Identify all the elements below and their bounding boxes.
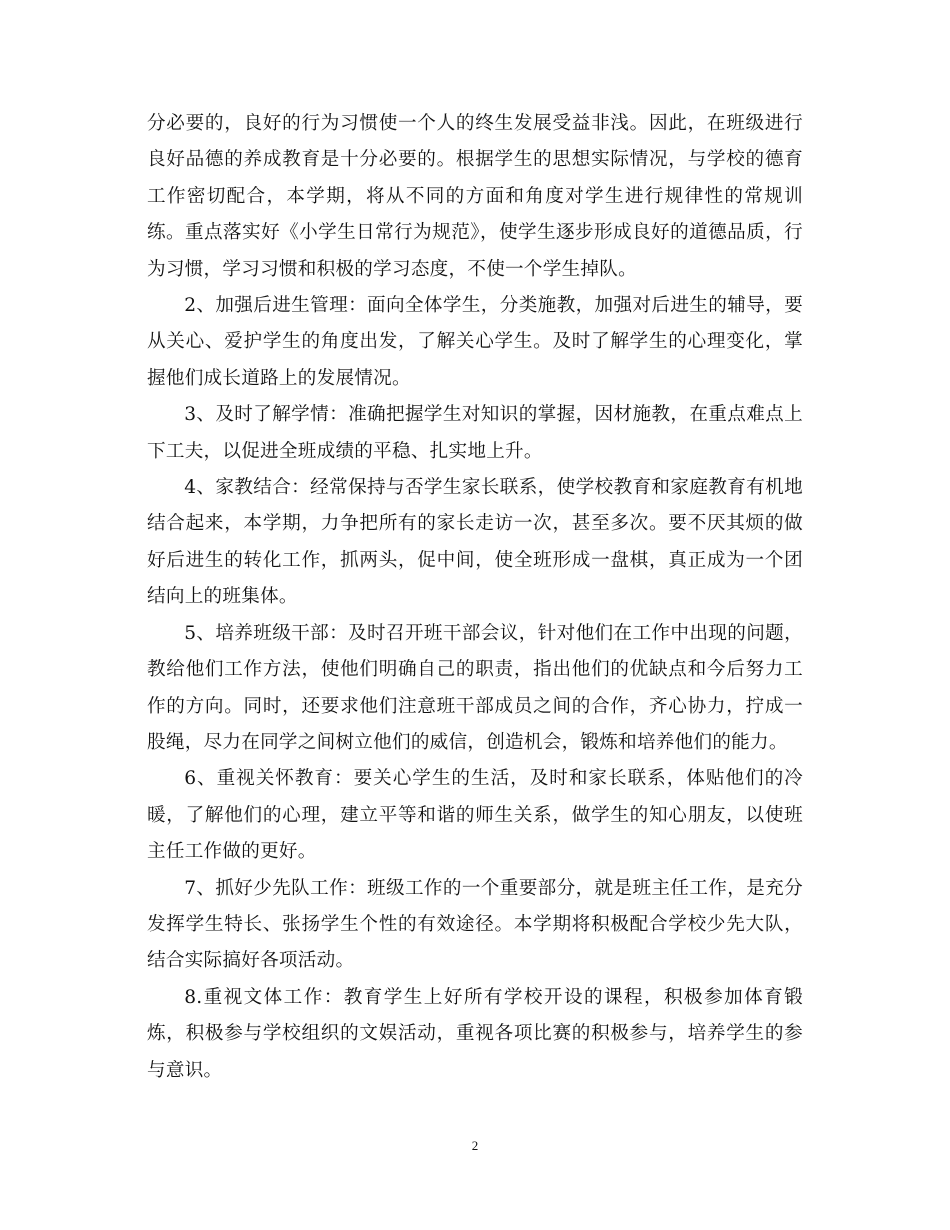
paragraph-item-4: 4、家教结合：经常保持与否学生家长联系，使学校教育和家庭教育有机地结合起来，本学期，力争把所有的家长走访一次，甚至多次。要不厌其烦的做好后进生的转化工作，抓两头，促中间，使全班形成一盘棋，真正成为一个团结向上的班集体。: [147, 477, 803, 608]
page-number: 2: [471, 1138, 479, 1153]
paragraph-item-7: 7、抓好少先队工作：班级工作的一个重要部分，就是班主任工作，是充分发挥学生特长、张扬学生个性的有效途径。本学期将积极配合学校少先大队，结合实际搞好各项活动。: [147, 877, 803, 972]
paragraph-item-6: 6、重视关怀教育：要关心学生的生活，及时和家长联系，体贴他们的冷暖，了解他们的心理，建立平等和谐的师生关系，做学生的知心朋友，以使班主任工作做的更好。: [147, 768, 803, 863]
paragraph-item-8: 8.重视文体工作：教育学生上好所有学校开设的课程，积极参加体育锻炼，积极参与学校组织的文娱活动，重视各项比赛的积极参与，培养学生的参与意识。: [147, 986, 803, 1081]
paragraph-continuation: 分必要的，良好的行为习惯使一个人的终生发展受益非浅。因此，在班级进行良好品德的养成教育是十分必要的。根据学生的思想实际情况，与学校的德育工作密切配合，本学期，将从不同的方面和角度对学生进行规律性的常规训练。重点落实好《小学生日常行为规范》，使学生逐步形成良好的道德品质，行为习惯，学习习惯和积极的学习态度，不使一个学生掉队。: [147, 113, 803, 280]
paragraph-item-3: 3、及时了解学情：准确把握学生对知识的掌握，因材施教，在重点难点上下工夫，以促进全班成绩的平稳、扎实地上升。: [147, 404, 803, 462]
paragraph-item-2: 2、加强后进生管理：面向全体学生，分类施教，加强对后进生的辅导，要从关心、爱护学生的角度出发，了解关心学生。及时了解学生的心理变化，掌握他们成长道路上的发展情况。: [147, 295, 803, 389]
paragraph-item-5: 5、培养班级干部：及时召开班干部会议，针对他们在工作中出现的问题，教给他们工作方法，使他们明确自己的职责，指出他们的优缺点和今后努力工作的方向。同时，还要求他们注意班干部成员之间的合作，齐心协力，拧成一股绳，尽力在同学之间树立他们的威信，创造机会，锻炼和培养他们的能力。: [147, 622, 803, 753]
document-body: [147, 106, 803, 1089]
